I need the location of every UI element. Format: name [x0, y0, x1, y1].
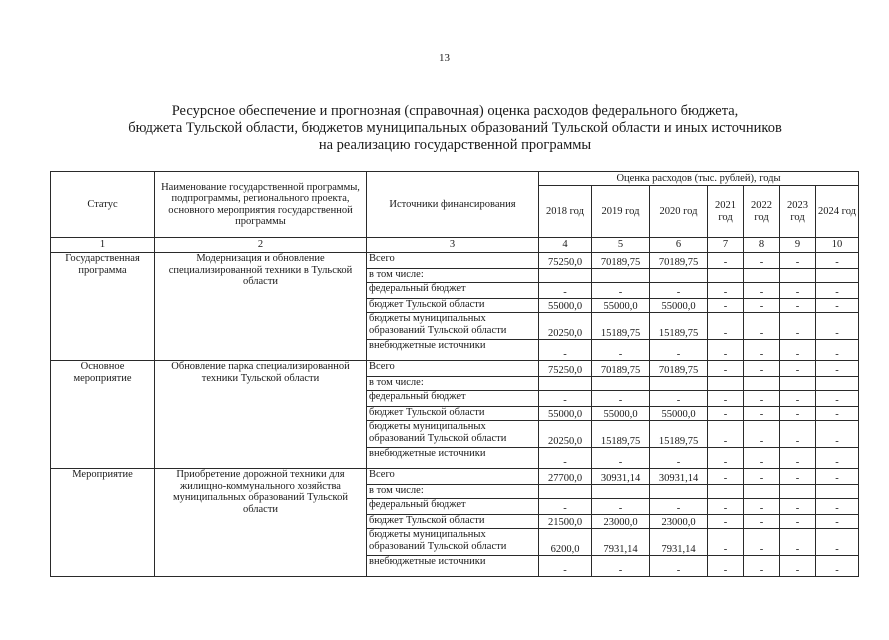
value-cell: 70189,75 — [650, 361, 708, 377]
value-cell: - — [780, 253, 816, 269]
value-cell: - — [708, 448, 744, 469]
value-cell: - — [744, 283, 780, 299]
value-cell: 15189,75 — [650, 313, 708, 340]
value-cell: - — [592, 499, 650, 515]
value-cell — [744, 269, 780, 283]
value-cell: - — [708, 253, 744, 269]
value-cell: - — [744, 515, 780, 529]
value-cell — [744, 377, 780, 391]
resource-table — [50, 171, 859, 577]
value-cell: - — [744, 499, 780, 515]
value-cell: - — [816, 556, 859, 577]
value-cell: - — [780, 448, 816, 469]
value-cell: - — [539, 391, 592, 407]
value-cell: - — [592, 391, 650, 407]
value-cell: - — [816, 253, 859, 269]
column-number: 10 — [816, 238, 859, 253]
value-cell — [816, 269, 859, 283]
value-cell: - — [816, 313, 859, 340]
value-cell: 23000,0 — [650, 515, 708, 529]
value-cell: - — [816, 283, 859, 299]
value-cell: - — [708, 299, 744, 313]
header-name: Наименование государственной программы, подпрограммы, регионального проекта, основного мероприятия государственной программы — [155, 172, 367, 238]
value-cell: - — [780, 299, 816, 313]
value-cell: - — [650, 340, 708, 361]
funding-source-cell: внебюджетные источники — [367, 340, 539, 361]
value-cell: - — [592, 448, 650, 469]
value-cell: - — [650, 499, 708, 515]
value-cell — [650, 377, 708, 391]
value-cell — [539, 269, 592, 283]
value-cell: - — [816, 391, 859, 407]
value-cell — [650, 485, 708, 499]
header-status: Статус — [51, 172, 155, 238]
value-cell: - — [744, 361, 780, 377]
column-number: 9 — [780, 238, 816, 253]
value-cell — [780, 485, 816, 499]
program-name-cell: Модернизация и обновление специализированной техники в Тульской области — [155, 253, 367, 361]
value-cell: - — [816, 361, 859, 377]
funding-source-cell: внебюджетные источники — [367, 448, 539, 469]
program-name-cell: Обновление парка специализированной техники Тульской области — [155, 361, 367, 469]
value-cell: - — [780, 556, 816, 577]
value-cell: - — [539, 556, 592, 577]
value-cell: - — [780, 313, 816, 340]
value-cell: - — [708, 515, 744, 529]
value-cell: - — [744, 391, 780, 407]
value-cell — [780, 269, 816, 283]
value-cell: 7931,14 — [592, 529, 650, 556]
value-cell: - — [744, 556, 780, 577]
funding-source-cell: федеральный бюджет — [367, 283, 539, 299]
value-cell: - — [708, 391, 744, 407]
value-cell: - — [780, 340, 816, 361]
program-name-cell: Приобретение дорожной техники для жилищно-коммунального хозяйства муниципальных образований Тульской области — [155, 469, 367, 577]
value-cell: - — [744, 448, 780, 469]
value-cell: - — [744, 340, 780, 361]
funding-source-cell: в том числе: — [367, 485, 539, 499]
value-cell: - — [539, 283, 592, 299]
value-cell: - — [816, 299, 859, 313]
value-cell: - — [780, 407, 816, 421]
value-cell: - — [780, 515, 816, 529]
value-cell — [539, 485, 592, 499]
header-year: 2023 год — [780, 186, 816, 238]
value-cell: - — [744, 529, 780, 556]
value-cell: - — [539, 340, 592, 361]
value-cell: - — [539, 448, 592, 469]
funding-source-cell: Всего — [367, 361, 539, 377]
funding-source-cell: в том числе: — [367, 269, 539, 283]
value-cell — [539, 377, 592, 391]
funding-source-cell: в том числе: — [367, 377, 539, 391]
value-cell: 70189,75 — [650, 253, 708, 269]
header-estimate: Оценка расходов (тыс. рублей), годы — [539, 172, 859, 186]
funding-source-cell: Всего — [367, 469, 539, 485]
value-cell: 75250,0 — [539, 253, 592, 269]
value-cell: 30931,14 — [650, 469, 708, 485]
value-cell: - — [744, 421, 780, 448]
value-cell: - — [780, 391, 816, 407]
value-cell: - — [780, 361, 816, 377]
funding-source-cell: бюджеты муниципальных образований Тульской области — [367, 313, 539, 340]
value-cell — [708, 485, 744, 499]
value-cell: 15189,75 — [650, 421, 708, 448]
value-cell: 55000,0 — [592, 299, 650, 313]
value-cell: - — [816, 515, 859, 529]
value-cell — [708, 377, 744, 391]
value-cell — [592, 485, 650, 499]
header-sources: Источники финансирования — [367, 172, 539, 238]
header-year: 2024 год — [816, 186, 859, 238]
column-number: 4 — [539, 238, 592, 253]
value-cell: - — [816, 529, 859, 556]
value-cell: 20250,0 — [539, 421, 592, 448]
table-body — [51, 253, 859, 577]
value-cell: 21500,0 — [539, 515, 592, 529]
value-cell: 70189,75 — [592, 361, 650, 377]
column-number: 8 — [744, 238, 780, 253]
value-cell: - — [816, 448, 859, 469]
value-cell: - — [816, 407, 859, 421]
table-header — [51, 172, 859, 253]
value-cell: 55000,0 — [592, 407, 650, 421]
value-cell: - — [592, 283, 650, 299]
value-cell: 55000,0 — [539, 299, 592, 313]
title-line: на реализацию государственной программы — [318, 137, 592, 153]
value-cell: - — [816, 469, 859, 485]
column-number: 5 — [592, 238, 650, 253]
column-number: 7 — [708, 238, 744, 253]
value-cell: - — [780, 529, 816, 556]
value-cell: 6200,0 — [539, 529, 592, 556]
value-cell: 23000,0 — [592, 515, 650, 529]
funding-source-cell: внебюджетные источники — [367, 556, 539, 577]
table-row — [51, 253, 859, 269]
value-cell: 55000,0 — [539, 407, 592, 421]
value-cell: - — [708, 499, 744, 515]
value-cell: - — [744, 299, 780, 313]
value-cell: 30931,14 — [592, 469, 650, 485]
value-cell — [592, 269, 650, 283]
value-cell: - — [816, 340, 859, 361]
header-year: 2022 год — [744, 186, 780, 238]
page-number: 13 — [439, 52, 450, 64]
value-cell: - — [592, 556, 650, 577]
value-cell: 15189,75 — [592, 313, 650, 340]
value-cell: 27700,0 — [539, 469, 592, 485]
funding-source-cell: бюджеты муниципальных образований Тульской области — [367, 529, 539, 556]
value-cell: 7931,14 — [650, 529, 708, 556]
status-cell: Мероприятие — [51, 469, 155, 577]
value-cell: - — [780, 283, 816, 299]
funding-source-cell: бюджет Тульской области — [367, 515, 539, 529]
value-cell: - — [708, 283, 744, 299]
column-number: 6 — [650, 238, 708, 253]
value-cell — [816, 377, 859, 391]
value-cell: - — [539, 499, 592, 515]
table-row — [51, 361, 859, 377]
value-cell: - — [816, 421, 859, 448]
value-cell: - — [708, 529, 744, 556]
column-number: 1 — [51, 238, 155, 253]
value-cell: - — [744, 469, 780, 485]
value-cell: - — [650, 556, 708, 577]
value-cell: - — [780, 421, 816, 448]
column-number: 2 — [155, 238, 367, 253]
value-cell: - — [744, 407, 780, 421]
title-line: Ресурсное обеспечение и прогнозная (справочная) оценка расходов федерального бюджета, — [171, 103, 739, 119]
column-number-row — [51, 238, 859, 253]
value-cell — [816, 485, 859, 499]
header-year: 2021 год — [708, 186, 744, 238]
value-cell: - — [780, 499, 816, 515]
funding-source-cell: Всего — [367, 253, 539, 269]
value-cell: 20250,0 — [539, 313, 592, 340]
value-cell: 75250,0 — [539, 361, 592, 377]
title-line: бюджета Тульской области, бюджетов муниципальных образований Тульской области и иных источников — [128, 120, 782, 136]
header-year: 2018 год — [539, 186, 592, 238]
value-cell: - — [708, 469, 744, 485]
value-cell: - — [744, 313, 780, 340]
value-cell: - — [708, 421, 744, 448]
value-cell: 15189,75 — [592, 421, 650, 448]
value-cell: - — [650, 283, 708, 299]
value-cell — [650, 269, 708, 283]
table-row — [51, 469, 859, 485]
value-cell: - — [816, 499, 859, 515]
status-cell: Основное мероприятие — [51, 361, 155, 469]
value-cell: - — [650, 448, 708, 469]
value-cell: - — [708, 361, 744, 377]
value-cell — [592, 377, 650, 391]
column-number: 3 — [367, 238, 539, 253]
funding-source-cell: федеральный бюджет — [367, 391, 539, 407]
value-cell: - — [650, 391, 708, 407]
funding-source-cell: бюджет Тульской области — [367, 407, 539, 421]
funding-source-cell: бюджет Тульской области — [367, 299, 539, 313]
value-cell: 55000,0 — [650, 299, 708, 313]
value-cell: - — [744, 253, 780, 269]
funding-source-cell: бюджеты муниципальных образований Тульской области — [367, 421, 539, 448]
value-cell: - — [708, 340, 744, 361]
value-cell: - — [708, 313, 744, 340]
status-cell: Государственная программа — [51, 253, 155, 361]
value-cell — [780, 377, 816, 391]
value-cell: 55000,0 — [650, 407, 708, 421]
value-cell: 70189,75 — [592, 253, 650, 269]
value-cell — [708, 269, 744, 283]
value-cell: - — [592, 340, 650, 361]
value-cell — [744, 485, 780, 499]
funding-source-cell: федеральный бюджет — [367, 499, 539, 515]
document-title — [60, 103, 850, 154]
value-cell: - — [780, 469, 816, 485]
value-cell: - — [708, 556, 744, 577]
header-year: 2019 год — [592, 186, 650, 238]
header-year: 2020 год — [650, 186, 708, 238]
value-cell: - — [708, 407, 744, 421]
